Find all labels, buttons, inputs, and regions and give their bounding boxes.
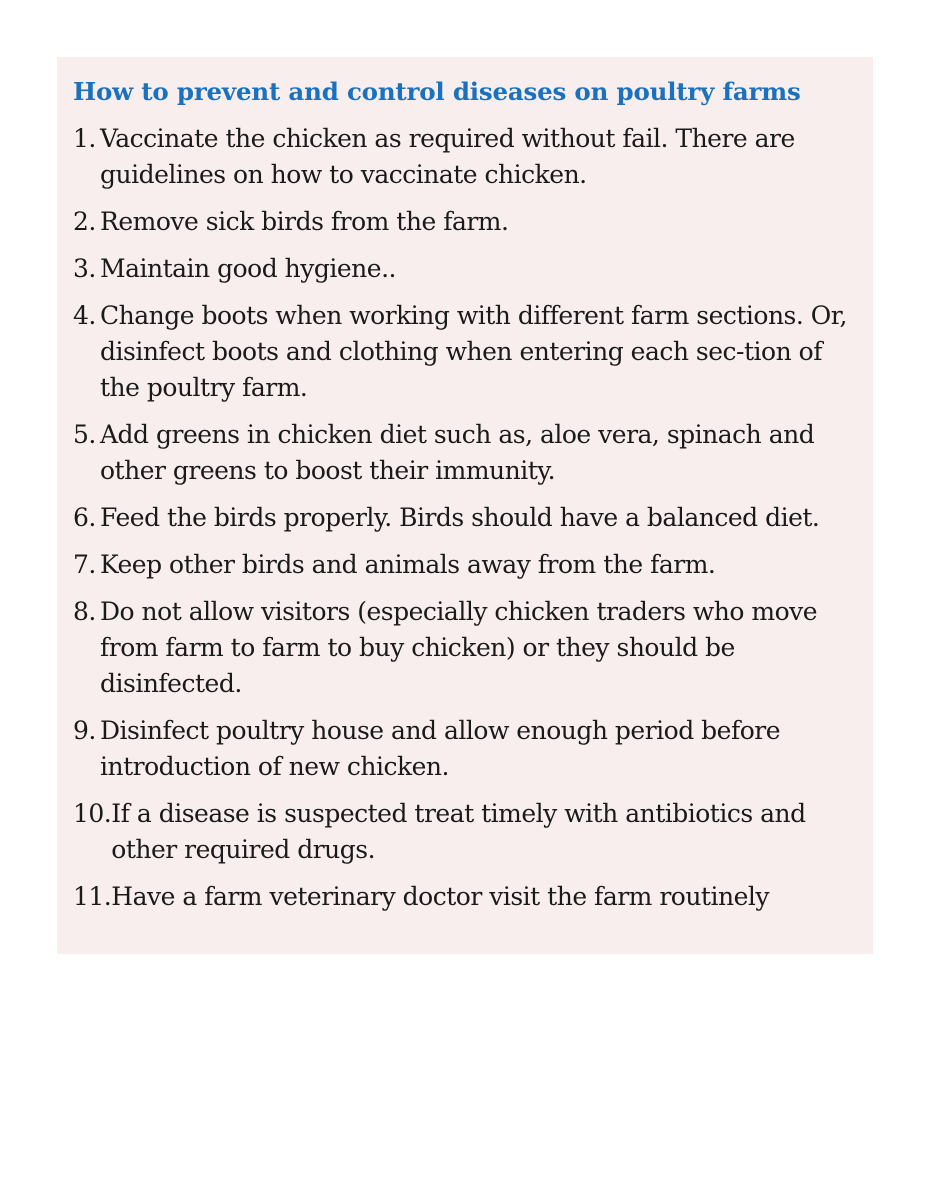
item-text: Do not allow visitors (especially chicken traders who move from farm to farm to buy chicken) or they should be disinfected. — [100, 597, 818, 698]
list-item — [73, 417, 857, 489]
list-item — [73, 594, 857, 702]
item-text: Disinfect poultry house and allow enough period before introduction of new chicken. — [100, 716, 780, 781]
item-text: Maintain good hygiene.. — [100, 254, 396, 283]
item-text: Feed the birds properly. Birds should have a balanced diet. — [100, 503, 820, 532]
item-number: 3. — [73, 254, 96, 283]
item-text: Add greens in chicken diet such as, aloe vera, spinach and other greens to boost their immunity. — [100, 420, 815, 485]
list-item — [73, 121, 857, 193]
item-number: 8. — [73, 597, 96, 626]
item-number: 11. — [73, 882, 112, 911]
list-item — [73, 713, 857, 785]
item-text: Have a farm veterinary doctor visit the farm routinely — [111, 882, 769, 911]
item-number: 7. — [73, 550, 96, 579]
item-number: 9. — [73, 716, 96, 745]
item-number: 2. — [73, 207, 96, 236]
prevention-list — [73, 121, 857, 915]
item-text: Change boots when working with different farm sections. Or, disinfect boots and clothing when entering each sec-tion of the poultry farm. — [100, 301, 847, 402]
item-number: 10. — [73, 799, 112, 828]
list-item — [73, 204, 857, 240]
list-item — [73, 251, 857, 287]
item-number: 4. — [73, 301, 96, 330]
item-text: Remove sick birds from the farm. — [100, 207, 509, 236]
list-item — [73, 298, 857, 406]
list-item — [73, 547, 857, 583]
list-item — [73, 879, 857, 915]
item-text: Vaccinate the chicken as required without fail. There are guidelines on how to vaccinate chicken. — [100, 124, 795, 189]
list-item — [73, 796, 857, 868]
item-text: Keep other birds and animals away from the farm. — [100, 550, 716, 579]
list-item — [73, 500, 857, 536]
item-number: 1. — [73, 124, 96, 153]
box-title: How to prevent and control diseases on poultry farms — [73, 77, 801, 106]
item-number: 5. — [73, 420, 96, 449]
item-number: 6. — [73, 503, 96, 532]
info-box — [57, 57, 873, 954]
item-text: If a disease is suspected treat timely with antibiotics and other required drugs. — [111, 799, 806, 864]
